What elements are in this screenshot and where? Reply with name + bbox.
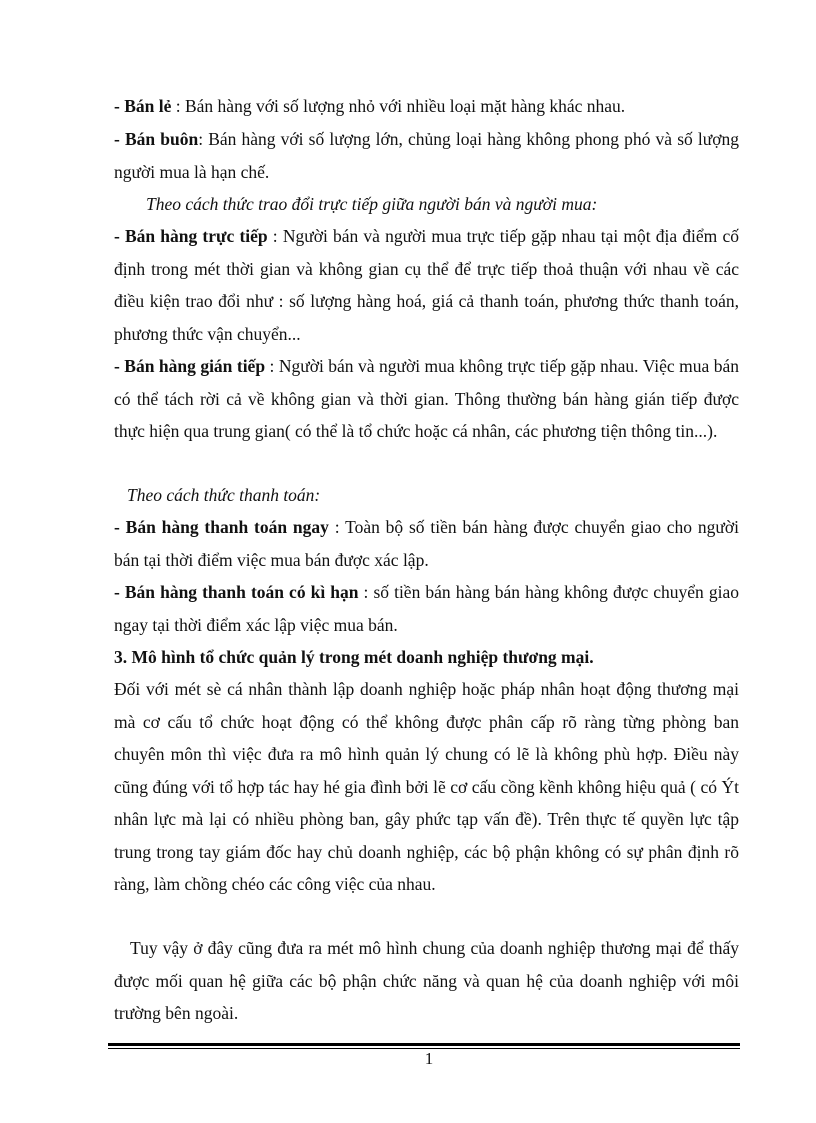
text-truc-tiep: : Người bán và người mua trực tiếp gặp nhau tại một địa điểm cố định trong mét thời gian và không gian cụ thể để trực tiếp thoả thuận với nhau về các điều kiện trao đổi như : số lượng hàng hoá, giá cả thanh toán, phương thức thanh toán, phương thức vận chuyển... [114, 226, 739, 344]
text-thanh-toan-ki-han: : số tiền bán hàng bán hàng không được chuyển giao ngay tại thời điểm xác lập việc mua bán. [114, 582, 739, 635]
italic-subheading-direct: Theo cách thức trao đổi trực tiếp giữa người bán và người mua: [146, 194, 598, 214]
paragraph-thanh-toan-ki-han [114, 576, 739, 641]
text-thanh-toan-ngay: : Toàn bộ số tiền bán hàng được chuyển giao cho người bán tại thời điểm việc mua bán được xác lập. [114, 517, 739, 570]
paragraph-mo-hinh-intro: Đối với mét sè cá nhân thành lập doanh nghiệp hoặc pháp nhân hoạt động thương mại mà cơ cấu tổ chức hoạt động có thể không được phân cấp rõ ràng từng phòng ban chuyên môn thì việc đưa ra mô hình quản lý chung có lẽ là không phù hợp. Điều này cũng đúng với tổ hợp tác hay hé gia đình bởi lẽ cơ cấu cồng kềnh không hiệu quả ( có Ýt nhân lực mà lại có nhiều phòng ban, gây phức tạp vấn đề). Trên thực tế quyền lực tập trung trong tay giám đốc hay chủ doanh nghiệp, các bộ phận không có sự phân định rõ ràng, làm chồng chéo các công việc của nhau. [114, 679, 739, 894]
paragraph-ban-hang-truc-tiep [114, 220, 739, 350]
paragraph-ban-buon [114, 123, 739, 188]
page-number: 1 [424, 1049, 434, 1068]
text-ban-le: : Bán hàng với số lượng nhỏ với nhiều loại mặt hàng khác nhau. [171, 96, 626, 116]
paragraph-ban-le [114, 90, 739, 123]
paragraph-ban-hang-gian-tiep [114, 350, 739, 448]
section-heading-3: 3. Mô hình tổ chức quản lý trong mét doanh nghiệp thương mại. [114, 647, 594, 667]
term-thanh-toan-ngay: - Bán hàng thanh toán ngay [114, 517, 329, 537]
term-ban-buon: - Bán buôn [114, 129, 199, 149]
footer-rule-thick [108, 1043, 740, 1046]
term-gian-tiep: - Bán hàng gián tiếp [114, 356, 266, 376]
term-truc-tiep: - Bán hàng trực tiếp [114, 226, 268, 246]
text-ban-buon: : Bán hàng với số lượng lớn, chủng loại hàng không phong phó và số lượng người mua là hạn chế. [114, 129, 739, 182]
term-thanh-toan-ki-han: - Bán hàng thanh toán có kì hạn [114, 582, 359, 602]
text-gian-tiep: : Người bán và người mua không trực tiếp gặp nhau. Việc mua bán có thể tách rời cả về không gian và thời gian. Thông thường bán hàng gián tiếp được thực hiện qua trung gian( có thể là tổ chức hoặc cá nhân, các phương tiện thông tin...). [114, 356, 739, 441]
term-ban-le: - Bán lẻ [114, 96, 172, 116]
paragraph-thanh-toan-ngay [114, 511, 739, 576]
italic-subheading-payment: Theo cách thức thanh toán: [127, 485, 321, 505]
paragraph-mo-hinh-chung: Tuy vậy ở đây cũng đưa ra mét mô hình chung của doanh nghiệp thương mại để thấy được mối quan hệ giữa các bộ phận chức năng và quan hệ của doanh nghiệp với môi trường bên ngoài. [114, 938, 739, 1023]
